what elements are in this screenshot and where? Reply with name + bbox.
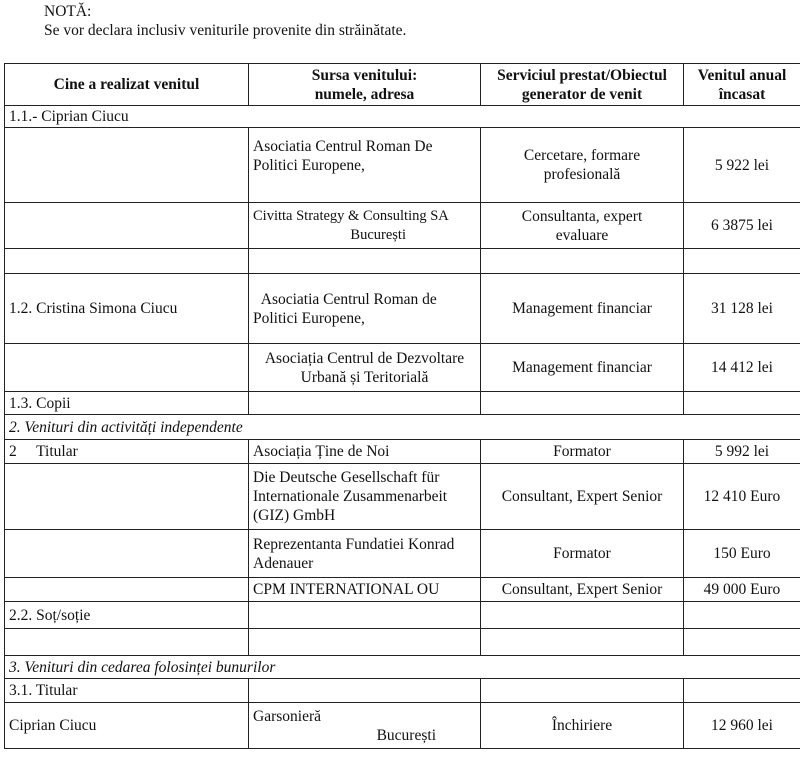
cell-who — [5, 464, 249, 530]
cell-service — [481, 679, 684, 703]
cell-amount: 12 960 lei — [684, 703, 800, 749]
cell-amount — [684, 602, 800, 629]
cell-source — [249, 679, 481, 703]
table-row — [5, 530, 800, 578]
section-row — [5, 656, 800, 679]
table-row — [5, 344, 800, 392]
cell-who: 2 Titular — [5, 440, 249, 464]
cell-amount: 49 000 Euro — [684, 578, 800, 602]
cell-amount: 150 Euro — [684, 530, 800, 578]
cell-who — [5, 578, 249, 602]
section-label: 2. Venituri din activități independente — [5, 415, 800, 440]
cell-service: Management financiar — [481, 274, 684, 344]
cell-source: Die Deutsche Gesellschaft für Internationale Zusammenarbeit (GIZ) GmbH — [249, 464, 481, 530]
cell-who — [5, 249, 249, 274]
cell-who — [5, 344, 249, 392]
cell-source: CPM INTERNATIONAL OU — [249, 578, 481, 602]
header-source: Sursa venitului: numele, adresa — [249, 64, 481, 106]
cell-amount — [684, 249, 800, 274]
cell-service — [481, 602, 684, 629]
cell-source: Garsonieră București — [249, 703, 481, 749]
table-row — [5, 464, 800, 530]
cell-amount — [684, 679, 800, 703]
note-block — [44, 2, 406, 40]
cell-source — [249, 249, 481, 274]
table-header-row — [5, 64, 800, 106]
cell-source: Asociația Ține de Noi — [249, 440, 481, 464]
note-title: NOTĂ: — [44, 3, 92, 20]
cell-amount: 5 922 lei — [684, 128, 800, 203]
header-who: Cine a realizat venitul — [5, 64, 249, 106]
cell-amount — [684, 629, 800, 656]
section-row — [5, 106, 800, 128]
table-row — [5, 703, 800, 749]
cell-service: Consultanta, expert evaluare — [481, 203, 684, 249]
cell-source: Asociația Centrul de Dezvoltare Urbană și Teritorială — [249, 344, 481, 392]
header-service: Serviciul prestat/Obiectul generator de venit — [481, 64, 684, 106]
cell-amount: 31 128 lei — [684, 274, 800, 344]
table-row — [5, 203, 800, 249]
cell-amount — [684, 392, 800, 415]
cell-source: Civitta Strategy & Consulting SA București — [249, 203, 481, 249]
cell-source: Asociatia Centrul Roman De Politici Europene, — [249, 128, 481, 203]
cell-service — [481, 249, 684, 274]
cell-who — [5, 530, 249, 578]
cell-service: Consultant, Expert Senior — [481, 464, 684, 530]
cell-source: Asociatia Centrul Roman de Politici Europene, — [249, 274, 481, 344]
cell-amount: 12 410 Euro — [684, 464, 800, 530]
cell-who — [5, 128, 249, 203]
table-row — [5, 128, 800, 203]
cell-source — [249, 629, 481, 656]
income-table — [4, 63, 800, 749]
cell-service: Management financiar — [481, 344, 684, 392]
cell-service: Formator — [481, 440, 684, 464]
table-row — [5, 249, 800, 274]
section-row — [5, 415, 800, 440]
table-row — [5, 392, 800, 415]
cell-who: 3.1. Titular — [5, 679, 249, 703]
table-row — [5, 602, 800, 629]
section-label: 3. Venituri din cedarea folosinței bunurilor — [5, 656, 800, 679]
cell-who — [5, 203, 249, 249]
cell-amount: 6 3875 lei — [684, 203, 800, 249]
cell-amount: 14 412 lei — [684, 344, 800, 392]
cell-source — [249, 392, 481, 415]
cell-service: Consultant, Expert Senior — [481, 578, 684, 602]
cell-amount: 5 992 lei — [684, 440, 800, 464]
section-label: 1.1.- Ciprian Ciucu — [5, 106, 800, 128]
table-row — [5, 274, 800, 344]
cell-service: Formator — [481, 530, 684, 578]
table-row — [5, 629, 800, 656]
cell-source: Reprezentanta Fundatiei Konrad Adenauer — [249, 530, 481, 578]
cell-who: Ciprian Ciucu — [5, 703, 249, 749]
table-row — [5, 578, 800, 602]
cell-who: 1.3. Copii — [5, 392, 249, 415]
cell-service: Cercetare, formare profesională — [481, 128, 684, 203]
table-row — [5, 440, 800, 464]
note-text: Se vor declara inclusiv veniturile provenite din străinătate. — [44, 22, 407, 39]
cell-who: 1.2. Cristina Simona Ciucu — [5, 274, 249, 344]
header-amount: Venitul anual încasat — [684, 64, 800, 106]
cell-who — [5, 629, 249, 656]
cell-service — [481, 392, 684, 415]
cell-service: Închiriere — [481, 703, 684, 749]
table-row — [5, 679, 800, 703]
cell-service — [481, 629, 684, 656]
cell-source — [249, 602, 481, 629]
cell-who: 2.2. Soț/soție — [5, 602, 249, 629]
